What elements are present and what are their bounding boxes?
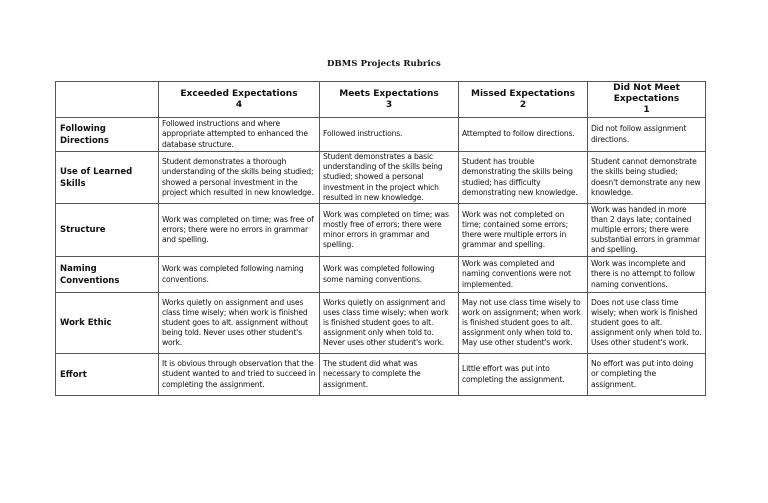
header-exceeded-expectations <box>159 82 320 118</box>
criterion-label: Structure <box>56 204 159 257</box>
header-row <box>56 82 706 118</box>
criterion-label: Naming Conventions <box>56 257 159 293</box>
rubric-cell: Student demonstrates a basic understanding of the skills being studied; showed a personal investment in the project which resulted in new knowledge. <box>320 152 459 204</box>
rubric-cell: Followed instructions. <box>320 118 459 152</box>
table-row <box>56 257 706 293</box>
rubric-cell: Work was completed on time; was free of errors; there were no errors in grammar and spelling. <box>159 204 320 257</box>
table-row <box>56 204 706 257</box>
header-score: 4 <box>235 99 243 110</box>
criterion-label: Use of Learned Skills <box>56 152 159 204</box>
rubric-cell: Did not follow assignment directions. <box>588 118 706 152</box>
rubric-cell: Work was not completed on time; contained some errors; there were multiple errors in grammar and spelling. <box>459 204 588 257</box>
table-row <box>56 293 706 354</box>
rubric-cell: Work was completed following naming conventions. <box>159 257 320 293</box>
rubric-cell: It is obvious through observation that the student wanted to and tried to succeed in completing the assignment. <box>159 354 320 396</box>
rubric-cell: Student demonstrates a thorough understanding of the skills being studied; showed a personal investment in the project which resulted in new knowledge. <box>159 152 320 204</box>
rubric-cell: Work was completed and naming conventions were not implemented. <box>459 257 588 293</box>
rubric-cell: May not use class time wisely to work on assignment; when work is finished student goes to alt. assignment only when told to. May use other student's work. <box>459 293 588 354</box>
header-score: 2 <box>519 99 527 110</box>
rubric-cell: Student cannot demonstrate the skills being studied; doesn't demonstrate any new knowledge. <box>588 152 706 204</box>
table-row <box>56 152 706 204</box>
rubric-cell: Attempted to follow directions. <box>459 118 588 152</box>
rubric-table <box>55 81 706 396</box>
header-score: 3 <box>385 99 393 110</box>
header-label: Did Not Meet Expectations <box>613 83 680 104</box>
rubric-cell: Student has trouble demonstrating the skills being studied; has difficulty demonstrating new knowledge. <box>459 152 588 204</box>
rubric-cell: Work was completed on time; was mostly free of errors; there were minor errors in grammar and spelling. <box>320 204 459 257</box>
rubric-cell: The student did what was necessary to complete the assignment. <box>320 354 459 396</box>
rubric-cell: No effort was put into doing or completing the assignment. <box>588 354 706 396</box>
header-did-not-meet-expectations <box>588 82 706 118</box>
header-meets-expectations <box>320 82 459 118</box>
header-blank-cell <box>56 82 159 118</box>
criterion-label: Following Directions <box>56 118 159 152</box>
header-score: 1 <box>643 105 650 115</box>
rubric-cell: Work was incomplete and there is no attempt to follow naming conventions. <box>588 257 706 293</box>
criterion-label: Effort <box>56 354 159 396</box>
rubric-cell: Work was completed following some naming conventions. <box>320 257 459 293</box>
rubric-cell: Works quietly on assignment and uses class time wisely; when work is finished student goes to alt. assignment without being told. Never uses other student's work. <box>159 293 320 354</box>
rubric-cell: Work was handed in more than 2 days late; contained multiple errors; there were substantial errors in grammar and spelling. <box>588 204 706 257</box>
header-label: Meets Expectations <box>339 88 439 99</box>
rubric-cell: Does not use class time wisely; when work is finished student goes to alt. assignment only when told to. Uses other student's work. <box>588 293 706 354</box>
table-row <box>56 118 706 152</box>
rubric-cell: Works quietly on assignment and uses class time wisely; when work is finished student goes to alt. assignment only when told to. Never uses other student's work. <box>320 293 459 354</box>
header-missed-expectations <box>459 82 588 118</box>
document-title: DBMS Projects Rubrics <box>327 59 441 69</box>
rubric-cell: Little effort was put into completing the assignment. <box>459 354 588 396</box>
rubric-cell: Followed instructions and where appropriate attempted to enhanced the database structure. <box>159 118 320 152</box>
criterion-label: Work Ethic <box>56 293 159 354</box>
header-label: Missed Expectations <box>471 88 575 99</box>
table-row <box>56 354 706 396</box>
header-label: Exceeded Expectations <box>180 88 298 99</box>
